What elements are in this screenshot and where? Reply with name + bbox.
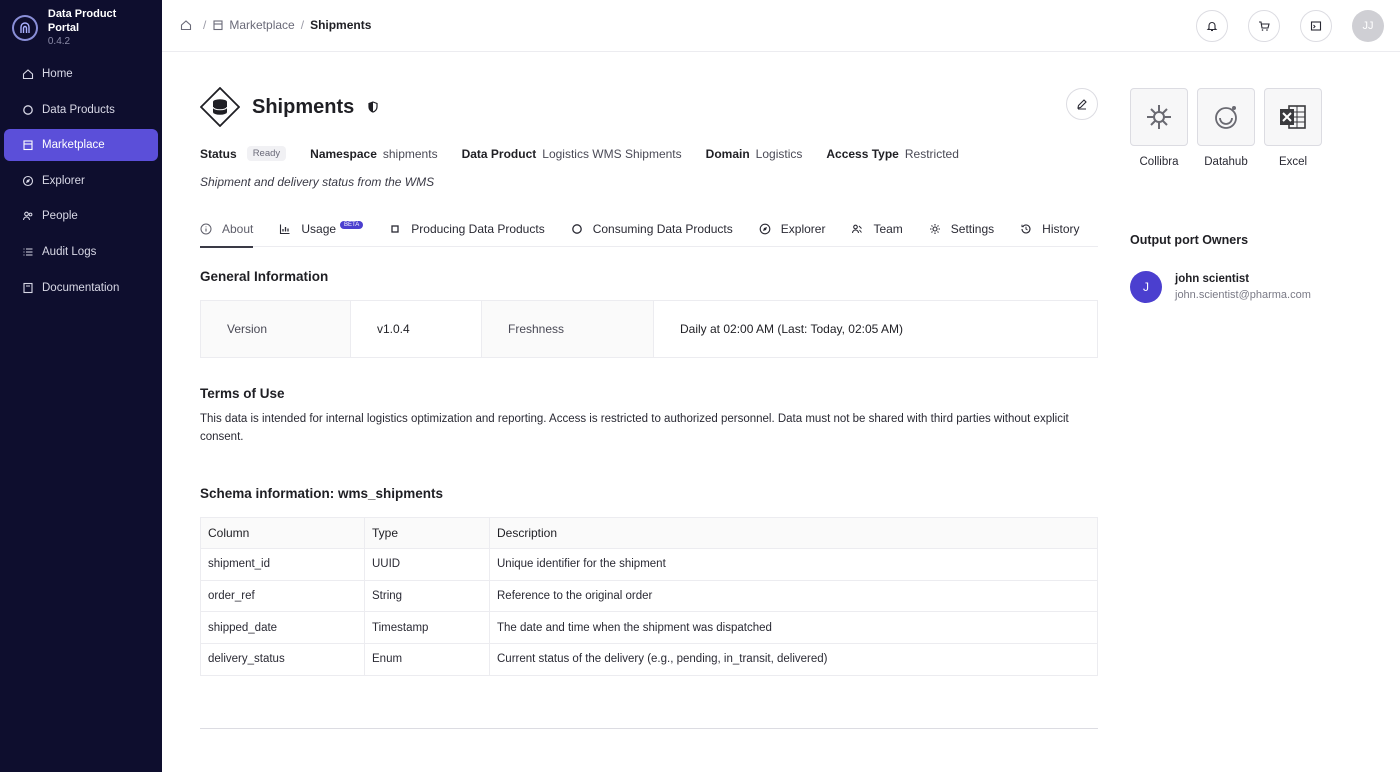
chart-icon bbox=[279, 223, 291, 235]
tab-label: Explorer bbox=[780, 221, 826, 236]
home-icon[interactable] bbox=[180, 19, 192, 31]
list-icon bbox=[22, 246, 34, 258]
sidebar-item-label: People bbox=[42, 210, 78, 223]
status-label: Status bbox=[200, 146, 237, 161]
team-icon bbox=[851, 223, 863, 235]
table-header-row bbox=[201, 518, 1098, 549]
column-header: Column bbox=[201, 518, 365, 549]
sidebar-item-documentation[interactable] bbox=[4, 272, 158, 304]
circle-icon bbox=[22, 104, 34, 116]
table-row bbox=[201, 580, 1098, 612]
excel-icon bbox=[1264, 88, 1322, 146]
main-content bbox=[200, 84, 1098, 676]
sidebar-item-label: Audit Logs bbox=[42, 245, 97, 258]
table-row bbox=[201, 612, 1098, 644]
tab-producing-data-products[interactable] bbox=[389, 211, 544, 247]
type-cell: Enum bbox=[365, 644, 490, 676]
tab-label: History bbox=[1042, 221, 1080, 236]
datahub-icon bbox=[1197, 88, 1255, 146]
brand[interactable] bbox=[0, 0, 162, 47]
square-icon bbox=[389, 223, 401, 235]
avatar: J bbox=[1130, 271, 1162, 303]
sidebar-item-label: Explorer bbox=[42, 174, 85, 187]
sidebar-item-audit-logs[interactable] bbox=[4, 236, 158, 268]
sidebar-item-label: Marketplace bbox=[42, 139, 105, 152]
sidebar-item-label: Documentation bbox=[42, 281, 120, 294]
owners-title: Output port Owners bbox=[1130, 233, 1249, 247]
status-badge: Ready bbox=[247, 146, 286, 161]
breadcrumb-separator: / bbox=[300, 18, 305, 32]
compass-icon bbox=[759, 223, 771, 235]
home-icon bbox=[22, 68, 34, 80]
schema-title: Schema information: wms_shipments bbox=[200, 486, 444, 501]
sidebar-item-home[interactable] bbox=[4, 58, 158, 90]
circle-icon bbox=[571, 223, 583, 235]
sidebar-item-label: Home bbox=[42, 68, 73, 80]
sidebar-item-marketplace[interactable] bbox=[4, 129, 158, 161]
column-cell: shipment_id bbox=[201, 549, 365, 581]
version-label: Version bbox=[201, 301, 351, 357]
integrations bbox=[1130, 88, 1331, 168]
freshness-value: Daily at 02:00 AM (Last: Today, 02:05 AM) bbox=[680, 322, 904, 336]
owner-email: john.scientist@pharma.com bbox=[1175, 289, 1311, 301]
type-cell: Timestamp bbox=[365, 612, 490, 644]
freshness-label: Freshness bbox=[482, 301, 654, 357]
dataset-description: Shipment and delivery status from the WMS bbox=[200, 175, 435, 189]
type-header: Type bbox=[365, 518, 490, 549]
namespace-value: shipments bbox=[382, 146, 438, 161]
tab-explorer[interactable] bbox=[759, 211, 826, 247]
owner-item[interactable] bbox=[1130, 271, 1311, 303]
terms-of-use-text: This data is intended for internal logistics optimization and reporting. Access is restricted to authorized personnel. Data must not be shared with third parties without explicit consent. bbox=[200, 413, 1069, 443]
collibra-icon bbox=[1130, 88, 1188, 146]
history-icon bbox=[1020, 223, 1032, 235]
edit-button[interactable] bbox=[1066, 88, 1098, 120]
namespace-label: Namespace bbox=[310, 146, 377, 161]
data-product-label: Data Product bbox=[461, 146, 537, 161]
domain-value: Logistics bbox=[755, 146, 803, 161]
column-cell: order_ref bbox=[201, 580, 365, 612]
portal-logo-icon bbox=[12, 15, 38, 41]
description-cell: Current status of the delivery (e.g., pending, in_transit, delivered) bbox=[490, 644, 1098, 676]
breadcrumb-marketplace[interactable]: Marketplace bbox=[229, 18, 295, 32]
breadcrumb bbox=[180, 18, 371, 32]
description-cell: Reference to the original order bbox=[490, 580, 1098, 612]
sidebar-item-people[interactable] bbox=[4, 200, 158, 232]
domain-label: Domain bbox=[705, 146, 750, 161]
page-title: Shipments bbox=[252, 95, 355, 118]
table-row bbox=[201, 549, 1098, 581]
integration-label: Collibra bbox=[1139, 156, 1179, 168]
integration-label: Datahub bbox=[1204, 156, 1248, 168]
integration-collibra[interactable] bbox=[1130, 88, 1188, 168]
terminal-button[interactable] bbox=[1300, 10, 1332, 42]
brand-name: Data Product Portal bbox=[47, 8, 117, 34]
data-product-value[interactable]: Logistics WMS Shipments bbox=[542, 146, 682, 161]
version-value: v1.0.4 bbox=[351, 301, 482, 357]
divider bbox=[200, 728, 1098, 729]
sidebar bbox=[0, 0, 162, 772]
general-information-table bbox=[200, 300, 1098, 358]
sidebar-item-explorer[interactable] bbox=[4, 165, 158, 197]
tab-label: Settings bbox=[950, 221, 995, 236]
data-product-icon bbox=[200, 87, 240, 127]
description-cell: Unique identifier for the shipment bbox=[490, 549, 1098, 581]
owner-name: john scientist bbox=[1175, 273, 1250, 285]
tab-label: Team bbox=[873, 221, 903, 236]
topbar-actions bbox=[1176, 10, 1384, 42]
tab-label: Producing Data Products bbox=[411, 221, 545, 236]
people-icon bbox=[22, 210, 34, 222]
tab-usage[interactable] bbox=[279, 211, 363, 247]
description-header: Description bbox=[490, 518, 1098, 549]
sidebar-item-label: Data Products bbox=[42, 103, 115, 116]
general-information-title: General Information bbox=[200, 269, 329, 284]
tab-label: About bbox=[222, 221, 254, 236]
tab-about[interactable] bbox=[200, 211, 253, 247]
sidebar-nav bbox=[0, 58, 162, 304]
tab-history[interactable] bbox=[1020, 211, 1079, 247]
store-icon bbox=[22, 139, 34, 151]
tab-team[interactable] bbox=[851, 211, 902, 247]
info-icon bbox=[200, 223, 212, 235]
integration-datahub[interactable] bbox=[1197, 88, 1255, 168]
terminal-icon bbox=[1310, 20, 1322, 32]
pencil-icon bbox=[1076, 98, 1088, 110]
column-cell: delivery_status bbox=[201, 644, 365, 676]
access-type-label: Access Type bbox=[826, 146, 899, 161]
tab-consuming-data-products[interactable] bbox=[571, 211, 733, 247]
title-row bbox=[200, 84, 1098, 130]
beta-badge: BETA bbox=[340, 221, 363, 229]
table-row bbox=[201, 644, 1098, 676]
tab-label: Usage bbox=[301, 221, 337, 236]
sidebar-item-data-products[interactable] bbox=[4, 94, 158, 126]
cart-icon bbox=[1258, 20, 1270, 32]
type-cell: UUID bbox=[365, 549, 490, 581]
breadcrumb-current: Shipments bbox=[310, 18, 372, 32]
brand-version: 0.4.2 bbox=[47, 36, 71, 47]
tab-bar bbox=[200, 211, 1098, 247]
cart-button[interactable] bbox=[1248, 10, 1280, 42]
user-avatar[interactable]: JJ bbox=[1352, 10, 1384, 42]
store-icon bbox=[212, 19, 224, 31]
type-cell: String bbox=[365, 580, 490, 612]
integration-excel[interactable] bbox=[1264, 88, 1322, 168]
column-cell: shipped_date bbox=[201, 612, 365, 644]
meta-row bbox=[200, 146, 1098, 161]
topbar bbox=[162, 0, 1400, 52]
gear-icon bbox=[929, 223, 941, 235]
tab-label: Consuming Data Products bbox=[592, 221, 733, 236]
access-type-value: Restricted bbox=[904, 146, 959, 161]
compass-icon bbox=[22, 175, 34, 187]
book-icon bbox=[22, 282, 34, 294]
integration-label: Excel bbox=[1278, 156, 1308, 168]
shield-icon bbox=[368, 101, 378, 113]
bell-icon bbox=[1206, 20, 1218, 32]
breadcrumb-separator: / bbox=[203, 18, 207, 32]
notifications-button[interactable] bbox=[1196, 10, 1228, 42]
terms-of-use-title: Terms of Use bbox=[200, 386, 285, 401]
tab-settings[interactable] bbox=[929, 211, 994, 247]
description-cell: The date and time when the shipment was dispatched bbox=[490, 612, 1098, 644]
schema-table bbox=[200, 517, 1098, 676]
